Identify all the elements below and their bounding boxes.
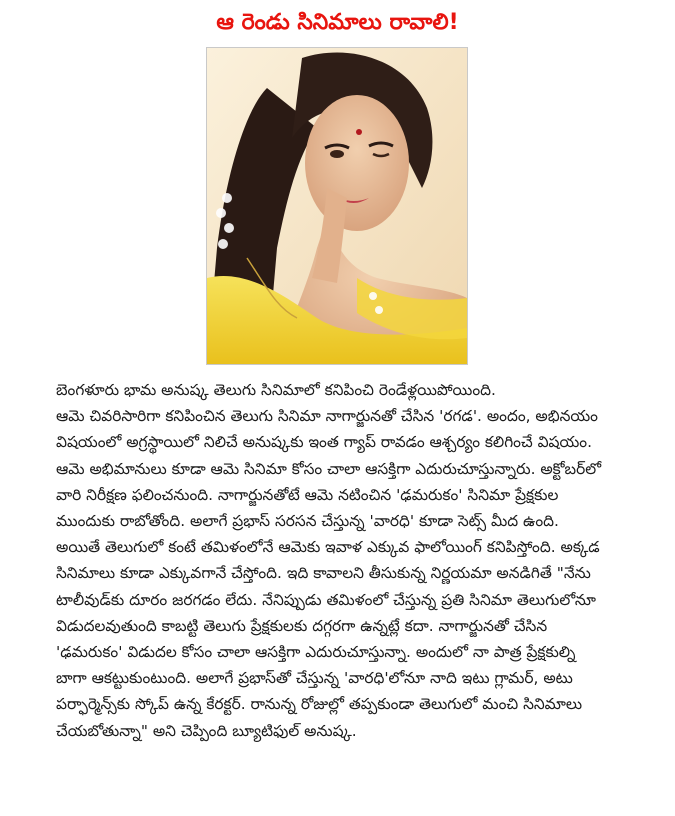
article-line: ముందుకు రాబోతోంది. అలాగే ప్రభాస్ సరసన చేస్తున్న 'వారధి' కూడా సెట్స్ మీద ఉంది.: [56, 512, 559, 531]
article-line: అయితే తెలుగులో కంటే తమిళంలోనే ఆమెకు ఇవాళ ఎక్కువ ఫాలోయింగ్ కనిపిస్తోంది. అక్కడ: [56, 538, 600, 557]
portrait-photo-icon: [207, 48, 467, 364]
article-line: సినిమాలు కూడా ఎక్కువగానే చేస్తోంది. ఇది కావాలని తీసుకున్న నిర్ణయమా అనడిగితే "నేను: [56, 564, 591, 583]
article-line: చేయబోతున్నా" అని చెప్పింది బ్యూటిఫుల్ అనుష్క.: [56, 721, 357, 740]
article-body: [56, 377, 668, 744]
article-line: పర్ఫార్మెన్స్‌కు స్కోప్ ఉన్న కేరక్టర్. రానున్న రోజుల్లో తప్పకుండా తెలుగులో మంచి సినిమాలు: [56, 695, 583, 714]
article-photo: [206, 47, 468, 365]
article-line: టాలీవుడ్‌కు దూరం జరగడం లేదు. నేనిప్పుడు తమిళంలో చేస్తున్న ప్రతి సినిమా తెలుగులోనూ: [56, 590, 596, 609]
article-line: విషయంలో అగ్రస్థాయిలో నిలిచే అనుష్కకు ఇంత గ్యాప్ రావడం ఆశ్చర్యం కలిగించే విషయం.: [56, 433, 592, 452]
article-line: బెంగళూరు భామ అనుష్క తెలుగు సినిమాలో కనిపించి రెండేళ్లయిపోయింది.: [56, 381, 496, 399]
article-line: బాగా ఆకట్టుకుంటుంది. అలాగే ప్రభాస్‌తో చేస్తున్న 'వారధి'లోనూ నాది ఇటు గ్లామర్, అటు: [56, 669, 573, 688]
article-line: వారి నిరీక్షణ ఫలించనుంది. నాగార్జునతోటే ఆమె నటించిన 'ఢమరుకం' సినిమా ప్రేక్షకుల: [56, 485, 559, 504]
article-line: ఆమె చివరిసారిగా కనిపించిన తెలుగు సినిమా నాగార్జునతో చేసిన 'రగడ'. అందం, అభినయం: [56, 407, 598, 426]
article-line: విడుదలవుతుంది కాబట్టి తెలుగు ప్రేక్షకులకు దగ్గరగా ఉన్నట్లే కదా. నాగార్జునతో చేసిన: [56, 616, 548, 635]
article-line: ఆమె అభిమానులు కూడా ఆమె సినిమా కోసం చాలా ఆసక్తిగా ఎదురుచూస్తున్నారు. అక్టోబర్‌లో: [56, 459, 602, 478]
article-line: 'ఢమరుకం' విడుదల కోసం చాలా ఆసక్తిగా ఎదురుచూస్తున్నా. అందులో నా పాత్ర ప్రేక్షకుల్ని: [56, 643, 576, 662]
article-headline: ఆ రెండు సినిమాలు రావాలి!: [216, 10, 459, 35]
